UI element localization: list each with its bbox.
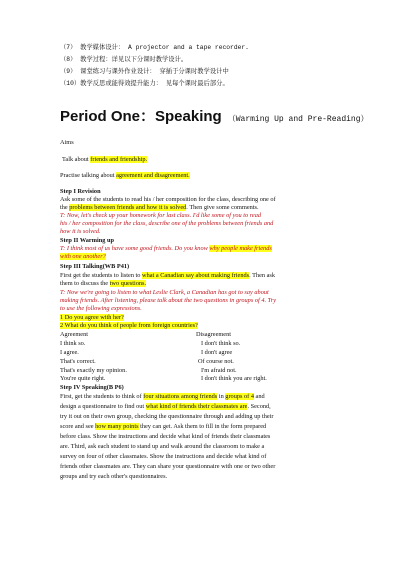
agreement-item: I think so. [60, 340, 86, 347]
step4-line-4: score and see how many points they can get. Ask them to fill in the form prepared [60, 423, 267, 430]
step1-body-1: Ask some of the students to read his / her composition for the class, describing one of [60, 196, 276, 203]
step1-teacher-2: his / her composition for the class, describe one of the problems between friends and [60, 220, 274, 227]
step3-heading: Step III Talking(WB P41) [60, 263, 130, 270]
title-sub: （Warming Up and Pre-Reading） [227, 115, 369, 124]
step3-teacher-2: making friends. After listening, please talk about the two questions in groups of 4. Try [60, 297, 277, 304]
step4-line-7: survey on four of other classmates. Show the instructions and decide what kind of [60, 453, 267, 460]
step3-question-2: 2 What do you think of people from foreign countries? [60, 322, 198, 329]
disagreement-header: Disagreement [196, 331, 231, 338]
agreement-item: You're quite right. [60, 375, 106, 382]
step3-question-1: 1 Do you agree with her? [60, 314, 124, 321]
disagreement-item: I don't think you are right. [201, 375, 267, 382]
step3-body-2: them to discuss the two questions. [60, 280, 147, 287]
step1-teacher-3: how it is solved. [60, 228, 101, 235]
agreement-header: Agreement [60, 331, 88, 338]
step1-body-2: the problems between friends and how it is solved. Then give some comments. [60, 204, 259, 211]
disagreement-item: Of course not. [198, 358, 234, 365]
aims-heading: Aims [60, 139, 74, 146]
step2-teacher-2: with one another? [60, 253, 106, 260]
step4-heading: Step IV Speaking(B P6) [60, 384, 124, 391]
step2-heading: Step II Warming up [60, 237, 114, 244]
step3-teacher-1: T: Now we're going to listen to what Leslie Clark, a Canadian has got to say about [60, 289, 269, 296]
header-line-9: （9） 课堂练习与课外作业设计： 穿插于分课时教学设计中 [60, 68, 229, 75]
title-main: Period One：Speaking [60, 108, 222, 125]
header-line-10: （10）教学反思或能得效提升能力： 见每个课时最后部分。 [60, 80, 229, 87]
aim-1: Talk about friends and friendship. [62, 156, 148, 163]
header-line-7: （7） 教学媒体设计： A projector and a tape recorder. [60, 44, 249, 51]
step4-line-3: try it out on their own group, checking the questionnaire through and adding up their [60, 413, 274, 420]
disagreement-item: I don't agree [201, 349, 233, 356]
step4-line-8: friends other classmates are. They can share your questionnaire with one or two other [60, 463, 276, 470]
step4-line-5: before class. Show the instructions and decide what kind of friends their classmates [60, 433, 271, 440]
disagreement-item: I don't think so. [201, 340, 241, 347]
step1-heading: Step I Revision [60, 188, 101, 195]
disagreement-item: I'm afraid not. [201, 367, 237, 374]
agreement-item: That's correct. [60, 358, 96, 365]
step4-line-2: design a questionnaire to find out what kind of friends their classmates are. Second, [60, 403, 271, 410]
step3-body-1: First get the students to listen to what a Canadian say about making friends. Then ask [60, 272, 276, 279]
agreement-item: That's exactly my opinion. [60, 367, 127, 374]
step2-teacher-1: T: I think most of us have some good friends. Do you know why people make friends [60, 245, 272, 252]
aim-2: Practise talking about agreement and disagreement. [60, 172, 190, 179]
step4-line-9: groups and try each other's questionnaires. [60, 473, 168, 480]
step3-teacher-3: to use the following expressions. [60, 305, 142, 312]
step4-line-6: are. Third, ask each student to stand up and walk around the classroom to make a [60, 443, 265, 450]
step1-teacher-1: T: Now, let's check up your homework for last class. I'd like some of you to read [60, 212, 262, 219]
step4-line-1: First, get the students to think of four situations among friends in groups of 4 and [60, 393, 265, 400]
header-line-8: （8） 教学过程：详见以下分课时教学设计。 [60, 56, 188, 63]
agreement-item: I agree. [60, 349, 79, 356]
period-title [60, 105, 369, 126]
